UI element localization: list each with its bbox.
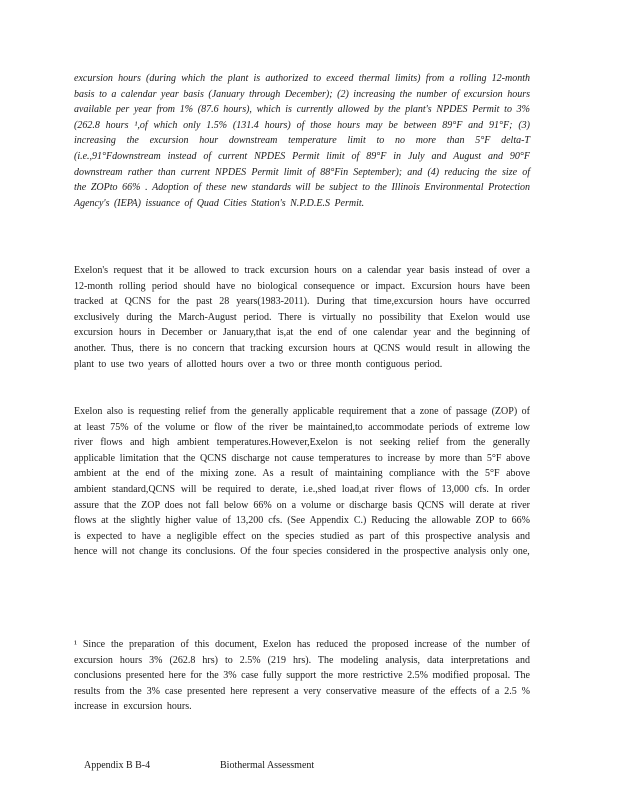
paragraph-excursion-proposals: excursion hours (during which the plant is authorized to exceed thermal limits) from a rolling 12-month basis to a calendar year basis (January through December); (2) increasing the number of excursion hours available per year from 1% (87.6 hours), which is currently allowed by the plant's NPDES Permit to 3% (262.8 hours ¹,of which only 1.5% (131.4 hours) of those hours may be between 89°F and 91°F; (3) increasing the excursion hour downstream temperature limit to no more than 5°F delta-T (i.e.,91°Fdownstream instead of current NPDES Permit limit of 89°F in July and August and 90°F downstream rather than current NPDES Permit limit of 88°Fin September); and (4) reducing the size of the ZOPto 66% . Adoption of these new standards will be subject to the Illinois Environmental Protection Agency's (IEPA) issuance of Quad Cities Station's N.P.D.E.S Permit. <box>74 73 530 209</box>
footer-appendix-label: Appendix B B-4 <box>84 760 151 771</box>
paragraph-calendar-year-tracking: Exelon's request that it be allowed to track excursion hours on a calendar year basis instead of over a 12-month rolling period should have no biological consequence or impact. Excursion hours have been tracked at QCNS for the past 28 years(1983-2011). During that time,excursion hours have occurred exclusively during the March-August period. There is virtually no possibility that Exelon would use excursion hours in December or January,that is,at the end of one calendar year and the beginning of another. Thus, there is no concern that tracking excursion hours at QCNS would result in allowing the plant to use two years of allotted hours over a two or three month contiguous period. <box>74 265 530 370</box>
paragraph-zone-of-passage: Exelon also is requesting relief from the generally applicable requirement that a zone of passage (ZOP) of at least 75% of the volume or flow of the river be maintained,to accommodate periods of extreme low river flows and high ambient temperatures.However,Exelon is not seeking relief from the generally applicable limitation that the QCNS discharge not cause temperatures to increase by more than 5°F above ambient at the end of the mixing zone. As a result of maintaining compliance with the 5°F above ambient standard,QCNS will be required to derate, i.e.,shed load,at river flows of 13,000 cfs. In order assure that the ZOP does not fall below 66% on a volume or discharge basis QCNS will derate at river flows at the slightly higher value of 13,200 cfs. (See Appendix C.) Reducing the allowable ZOP to 66% is expected to have a negligible effect on the species studied as part of this prospective analysis and hence will not change its conclusions. Of the four species considered in the prospective analysis only one, <box>74 406 530 558</box>
footnote: ¹ Since the preparation of this document, Exelon has reduced the proposed increase of the number of excursion hours 3% (262.8 hrs) to 2.5% (219 hrs). The modeling analysis, data interpretations and conclusions presented here for the 3% case fully support the more restrictive 2.5% modified proposal. The results from the 3% case presented here represent a very conservative measure of the effects of a 2.5 % increase in excursion hours. <box>74 639 530 713</box>
page-footer <box>74 745 314 787</box>
footer-section-label: Biothermal Assessment <box>220 760 315 771</box>
